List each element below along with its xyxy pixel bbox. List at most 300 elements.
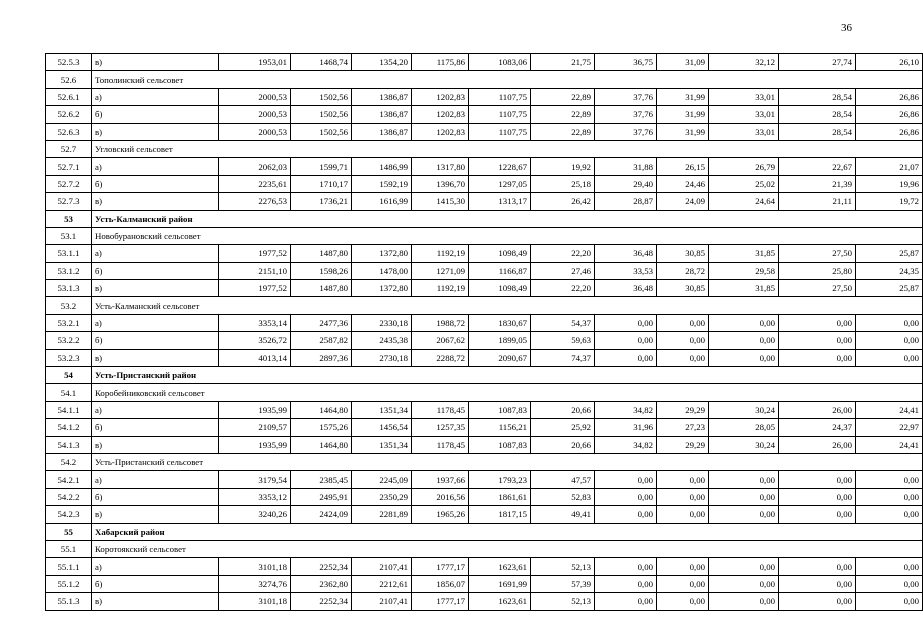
- value-cell: 1351,34: [352, 436, 412, 453]
- page-number: 36: [841, 22, 852, 34]
- row-code: 53.1.1: [46, 245, 92, 262]
- row-code: 52.6.2: [46, 106, 92, 123]
- row-code: 52.7.1: [46, 158, 92, 175]
- table-row: [46, 158, 923, 175]
- value-cell: 59,63: [531, 332, 595, 349]
- value-cell: 1464,80: [291, 436, 352, 453]
- value-cell: 29,58: [709, 262, 779, 279]
- table-row: [46, 332, 923, 349]
- table-row: [46, 575, 923, 592]
- value-cell: 29,29: [657, 401, 709, 418]
- value-cell: 0,00: [709, 506, 779, 523]
- value-cell: 24,64: [709, 193, 779, 210]
- value-cell: 1935,99: [219, 436, 291, 453]
- value-cell: 25,87: [856, 245, 923, 262]
- value-cell: 0,00: [657, 349, 709, 366]
- value-cell: 25,80: [779, 262, 856, 279]
- row-label: а): [92, 158, 219, 175]
- value-cell: 24,41: [856, 436, 923, 453]
- value-cell: 26,86: [856, 123, 923, 140]
- value-cell: 52,13: [531, 558, 595, 575]
- value-cell: 30,24: [709, 401, 779, 418]
- table-row: [46, 488, 923, 505]
- value-cell: 3526,72: [219, 332, 291, 349]
- table-row: [46, 280, 923, 297]
- value-cell: 28,54: [779, 106, 856, 123]
- value-cell: 2288,72: [412, 349, 469, 366]
- value-cell: 1456,54: [352, 419, 412, 436]
- value-cell: 1817,15: [469, 506, 531, 523]
- value-cell: 26,00: [779, 436, 856, 453]
- row-label: в): [92, 123, 219, 140]
- row-code: 54.1.1: [46, 401, 92, 418]
- value-cell: 19,72: [856, 193, 923, 210]
- row-code: 52.7: [46, 140, 92, 157]
- value-cell: 21,07: [856, 158, 923, 175]
- table-row: [46, 506, 923, 523]
- district-name: Хабарский район: [92, 523, 923, 540]
- row-label: а): [92, 401, 219, 418]
- value-cell: 3101,18: [219, 558, 291, 575]
- value-cell: 29,29: [657, 436, 709, 453]
- row-label: в): [92, 349, 219, 366]
- value-cell: 1736,21: [291, 193, 352, 210]
- value-cell: 0,00: [856, 488, 923, 505]
- value-cell: 0,00: [709, 314, 779, 331]
- settlement-name: Тополинский сельсовет: [92, 71, 923, 88]
- row-label: в): [92, 54, 219, 71]
- value-cell: 34,82: [595, 401, 657, 418]
- value-cell: 1623,61: [469, 593, 531, 610]
- value-cell: 47,57: [531, 471, 595, 488]
- value-cell: 3101,18: [219, 593, 291, 610]
- district-header-row: [46, 523, 923, 540]
- value-cell: 49,41: [531, 506, 595, 523]
- value-cell: 1228,67: [469, 158, 531, 175]
- value-cell: 3179,54: [219, 471, 291, 488]
- value-cell: 1977,52: [219, 280, 291, 297]
- value-cell: 0,00: [709, 471, 779, 488]
- value-cell: 1592,19: [352, 175, 412, 192]
- value-cell: 32,12: [709, 54, 779, 71]
- value-cell: 1202,83: [412, 123, 469, 140]
- value-cell: 1354,20: [352, 54, 412, 71]
- value-cell: 2000,53: [219, 123, 291, 140]
- value-cell: 2897,36: [291, 349, 352, 366]
- value-cell: 1899,05: [469, 332, 531, 349]
- value-cell: 1313,17: [469, 193, 531, 210]
- value-cell: 2385,45: [291, 471, 352, 488]
- value-cell: 1830,67: [469, 314, 531, 331]
- value-cell: 3353,14: [219, 314, 291, 331]
- value-cell: 1386,87: [352, 123, 412, 140]
- table-row: [46, 175, 923, 192]
- value-cell: 0,00: [856, 558, 923, 575]
- value-cell: 1478,00: [352, 262, 412, 279]
- value-cell: 21,11: [779, 193, 856, 210]
- row-code: 55.1.1: [46, 558, 92, 575]
- row-code: 52.7.2: [46, 175, 92, 192]
- value-cell: 25,87: [856, 280, 923, 297]
- value-cell: 3274,76: [219, 575, 291, 592]
- value-cell: 37,76: [595, 106, 657, 123]
- value-cell: 0,00: [657, 575, 709, 592]
- value-cell: 1616,99: [352, 193, 412, 210]
- value-cell: 36,48: [595, 280, 657, 297]
- row-label: а): [92, 88, 219, 105]
- row-code: 53.1.2: [46, 262, 92, 279]
- row-label: б): [92, 488, 219, 505]
- row-code: 54.1: [46, 384, 92, 401]
- value-cell: 1372,80: [352, 245, 412, 262]
- value-cell: 0,00: [709, 349, 779, 366]
- value-cell: 2330,18: [352, 314, 412, 331]
- value-cell: 0,00: [779, 488, 856, 505]
- value-cell: 24,41: [856, 401, 923, 418]
- value-cell: 1083,06: [469, 54, 531, 71]
- row-code: 52.6.3: [46, 123, 92, 140]
- settlement-header-row: [46, 297, 923, 314]
- row-code: 54.2.2: [46, 488, 92, 505]
- table-row: [46, 245, 923, 262]
- row-code: 55: [46, 523, 92, 540]
- value-cell: 2109,57: [219, 419, 291, 436]
- value-cell: 31,99: [657, 106, 709, 123]
- table-row: [46, 193, 923, 210]
- value-cell: 1487,80: [291, 280, 352, 297]
- value-cell: 0,00: [709, 575, 779, 592]
- row-code: 53.1.3: [46, 280, 92, 297]
- value-cell: 1175,86: [412, 54, 469, 71]
- value-cell: 1468,74: [291, 54, 352, 71]
- value-cell: 2000,53: [219, 88, 291, 105]
- value-cell: 2424,09: [291, 506, 352, 523]
- value-cell: 26,79: [709, 158, 779, 175]
- row-label: в): [92, 436, 219, 453]
- value-cell: 2350,29: [352, 488, 412, 505]
- value-cell: 1192,19: [412, 245, 469, 262]
- value-cell: 31,85: [709, 280, 779, 297]
- row-code: 53.2: [46, 297, 92, 314]
- value-cell: 30,85: [657, 280, 709, 297]
- value-cell: 1107,75: [469, 88, 531, 105]
- table-row: [46, 419, 923, 436]
- value-cell: 1777,17: [412, 593, 469, 610]
- value-cell: 0,00: [595, 488, 657, 505]
- settlement-header-row: [46, 540, 923, 557]
- value-cell: 31,09: [657, 54, 709, 71]
- value-cell: 0,00: [657, 558, 709, 575]
- row-code: 54: [46, 367, 92, 384]
- settlement-name: Новобурановский сельсовет: [92, 227, 923, 244]
- row-label: б): [92, 419, 219, 436]
- settlement-header-row: [46, 71, 923, 88]
- table-row: [46, 593, 923, 610]
- row-code: 52.5.3: [46, 54, 92, 71]
- value-cell: 31,99: [657, 88, 709, 105]
- value-cell: 1372,80: [352, 280, 412, 297]
- value-cell: 22,89: [531, 106, 595, 123]
- value-cell: 2276,53: [219, 193, 291, 210]
- settlement-name: Угловский сельсовет: [92, 140, 923, 157]
- table-row: [46, 88, 923, 105]
- value-cell: 2235,61: [219, 175, 291, 192]
- value-cell: 25,92: [531, 419, 595, 436]
- value-cell: 0,00: [657, 314, 709, 331]
- settlement-header-row: [46, 384, 923, 401]
- value-cell: 2016,56: [412, 488, 469, 505]
- row-code: 54.2.3: [46, 506, 92, 523]
- value-cell: 1502,56: [291, 106, 352, 123]
- value-cell: 24,09: [657, 193, 709, 210]
- value-cell: 1793,23: [469, 471, 531, 488]
- value-cell: 0,00: [657, 506, 709, 523]
- value-cell: 1937,66: [412, 471, 469, 488]
- value-cell: 0,00: [657, 332, 709, 349]
- row-code: 53: [46, 210, 92, 227]
- value-cell: 1861,61: [469, 488, 531, 505]
- value-cell: 1977,52: [219, 245, 291, 262]
- value-cell: 1087,83: [469, 401, 531, 418]
- row-code: 52.7.3: [46, 193, 92, 210]
- value-cell: 20,66: [531, 436, 595, 453]
- value-cell: 1691,99: [469, 575, 531, 592]
- value-cell: 52,13: [531, 593, 595, 610]
- value-cell: 2107,41: [352, 558, 412, 575]
- value-cell: 1297,05: [469, 175, 531, 192]
- row-label: б): [92, 575, 219, 592]
- value-cell: 0,00: [779, 506, 856, 523]
- row-code: 54.2: [46, 453, 92, 470]
- value-cell: 1178,45: [412, 401, 469, 418]
- row-code: 53.1: [46, 227, 92, 244]
- value-cell: 2107,41: [352, 593, 412, 610]
- district-header-row: [46, 210, 923, 227]
- value-cell: 30,85: [657, 245, 709, 262]
- value-cell: 0,00: [709, 558, 779, 575]
- value-cell: 1502,56: [291, 123, 352, 140]
- value-cell: 0,00: [779, 575, 856, 592]
- value-cell: 1202,83: [412, 106, 469, 123]
- tariff-table: [45, 53, 923, 611]
- value-cell: 19,96: [856, 175, 923, 192]
- value-cell: 0,00: [595, 558, 657, 575]
- settlement-name: Усть-Калманский сельсовет: [92, 297, 923, 314]
- row-code: 55.1.2: [46, 575, 92, 592]
- value-cell: 1087,83: [469, 436, 531, 453]
- value-cell: 26,15: [657, 158, 709, 175]
- row-code: 55.1: [46, 540, 92, 557]
- row-label: б): [92, 262, 219, 279]
- row-code: 54.2.1: [46, 471, 92, 488]
- value-cell: 1464,80: [291, 401, 352, 418]
- value-cell: 1098,49: [469, 280, 531, 297]
- table-row: [46, 401, 923, 418]
- value-cell: 54,37: [531, 314, 595, 331]
- value-cell: 31,88: [595, 158, 657, 175]
- settlement-name: Усть-Пристанский сельсовет: [92, 453, 923, 470]
- value-cell: 27,23: [657, 419, 709, 436]
- value-cell: 2090,67: [469, 349, 531, 366]
- value-cell: 0,00: [595, 593, 657, 610]
- settlement-header-row: [46, 227, 923, 244]
- row-code: 54.1.3: [46, 436, 92, 453]
- value-cell: 24,35: [856, 262, 923, 279]
- row-label: в): [92, 506, 219, 523]
- value-cell: 24,37: [779, 419, 856, 436]
- table-row: [46, 123, 923, 140]
- row-label: а): [92, 314, 219, 331]
- settlement-header-row: [46, 453, 923, 470]
- value-cell: 0,00: [595, 575, 657, 592]
- row-label: б): [92, 332, 219, 349]
- value-cell: 4013,14: [219, 349, 291, 366]
- value-cell: 26,42: [531, 193, 595, 210]
- value-cell: 37,76: [595, 88, 657, 105]
- value-cell: 33,01: [709, 88, 779, 105]
- value-cell: 0,00: [856, 506, 923, 523]
- value-cell: 0,00: [779, 314, 856, 331]
- value-cell: 0,00: [595, 314, 657, 331]
- value-cell: 29,40: [595, 175, 657, 192]
- value-cell: 2495,91: [291, 488, 352, 505]
- district-name: Усть-Калманский район: [92, 210, 923, 227]
- value-cell: 2362,80: [291, 575, 352, 592]
- value-cell: 25,18: [531, 175, 595, 192]
- value-cell: 25,02: [709, 175, 779, 192]
- value-cell: 1351,34: [352, 401, 412, 418]
- value-cell: 1156,21: [469, 419, 531, 436]
- value-cell: 1271,09: [412, 262, 469, 279]
- value-cell: 0,00: [709, 488, 779, 505]
- table-row: [46, 314, 923, 331]
- value-cell: 52,83: [531, 488, 595, 505]
- value-cell: 2281,89: [352, 506, 412, 523]
- value-cell: 1202,83: [412, 88, 469, 105]
- value-cell: 1710,17: [291, 175, 352, 192]
- value-cell: 22,89: [531, 123, 595, 140]
- row-label: в): [92, 193, 219, 210]
- value-cell: 3240,26: [219, 506, 291, 523]
- value-cell: 0,00: [657, 593, 709, 610]
- value-cell: 1386,87: [352, 88, 412, 105]
- value-cell: 0,00: [856, 314, 923, 331]
- value-cell: 0,00: [856, 471, 923, 488]
- value-cell: 0,00: [779, 593, 856, 610]
- value-cell: 1953,01: [219, 54, 291, 71]
- value-cell: 0,00: [657, 488, 709, 505]
- value-cell: 1575,26: [291, 419, 352, 436]
- row-code: 52.6: [46, 71, 92, 88]
- value-cell: 20,66: [531, 401, 595, 418]
- value-cell: 19,92: [531, 158, 595, 175]
- value-cell: 2252,34: [291, 558, 352, 575]
- value-cell: 36,75: [595, 54, 657, 71]
- table-row: [46, 349, 923, 366]
- district-name: Усть-Пристанский район: [92, 367, 923, 384]
- value-cell: 1623,61: [469, 558, 531, 575]
- value-cell: 28,72: [657, 262, 709, 279]
- value-cell: 2000,53: [219, 106, 291, 123]
- value-cell: 22,97: [856, 419, 923, 436]
- value-cell: 31,85: [709, 245, 779, 262]
- value-cell: 1107,75: [469, 123, 531, 140]
- row-label: в): [92, 593, 219, 610]
- value-cell: 26,86: [856, 88, 923, 105]
- value-cell: 1486,99: [352, 158, 412, 175]
- settlement-header-row: [46, 140, 923, 157]
- value-cell: 22,89: [531, 88, 595, 105]
- value-cell: 0,00: [856, 575, 923, 592]
- value-cell: 1257,35: [412, 419, 469, 436]
- value-cell: 1988,72: [412, 314, 469, 331]
- row-code: 53.2.1: [46, 314, 92, 331]
- value-cell: 1098,49: [469, 245, 531, 262]
- value-cell: 1777,17: [412, 558, 469, 575]
- value-cell: 0,00: [779, 558, 856, 575]
- row-code: 53.2.3: [46, 349, 92, 366]
- settlement-name: Коробейниковский сельсовет: [92, 384, 923, 401]
- value-cell: 0,00: [856, 349, 923, 366]
- value-cell: 1502,56: [291, 88, 352, 105]
- value-cell: 0,00: [779, 471, 856, 488]
- value-cell: 1598,26: [291, 262, 352, 279]
- value-cell: 28,87: [595, 193, 657, 210]
- value-cell: 34,82: [595, 436, 657, 453]
- value-cell: 21,39: [779, 175, 856, 192]
- table-row: [46, 54, 923, 71]
- value-cell: 30,24: [709, 436, 779, 453]
- value-cell: 1192,19: [412, 280, 469, 297]
- value-cell: 36,48: [595, 245, 657, 262]
- value-cell: 2477,36: [291, 314, 352, 331]
- value-cell: 31,96: [595, 419, 657, 436]
- value-cell: 57,39: [531, 575, 595, 592]
- row-code: 52.6.1: [46, 88, 92, 105]
- value-cell: 33,01: [709, 106, 779, 123]
- value-cell: 1166,87: [469, 262, 531, 279]
- value-cell: 27,74: [779, 54, 856, 71]
- value-cell: 22,67: [779, 158, 856, 175]
- value-cell: 2730,18: [352, 349, 412, 366]
- value-cell: 1178,45: [412, 436, 469, 453]
- row-label: в): [92, 280, 219, 297]
- table-body: [46, 54, 923, 611]
- value-cell: 1487,80: [291, 245, 352, 262]
- value-cell: 1965,26: [412, 506, 469, 523]
- value-cell: 1935,99: [219, 401, 291, 418]
- value-cell: 28,54: [779, 123, 856, 140]
- table-row: [46, 558, 923, 575]
- value-cell: 31,99: [657, 123, 709, 140]
- value-cell: 3353,12: [219, 488, 291, 505]
- value-cell: 2435,38: [352, 332, 412, 349]
- value-cell: 2587,82: [291, 332, 352, 349]
- row-code: 54.1.2: [46, 419, 92, 436]
- value-cell: 22,20: [531, 280, 595, 297]
- value-cell: 27,50: [779, 280, 856, 297]
- value-cell: 0,00: [595, 349, 657, 366]
- settlement-name: Коротоякский сельсовет: [92, 540, 923, 557]
- value-cell: 2067,62: [412, 332, 469, 349]
- value-cell: 26,10: [856, 54, 923, 71]
- row-label: а): [92, 558, 219, 575]
- value-cell: 26,86: [856, 106, 923, 123]
- row-label: б): [92, 175, 219, 192]
- value-cell: 27,46: [531, 262, 595, 279]
- value-cell: 1415,30: [412, 193, 469, 210]
- value-cell: 1386,87: [352, 106, 412, 123]
